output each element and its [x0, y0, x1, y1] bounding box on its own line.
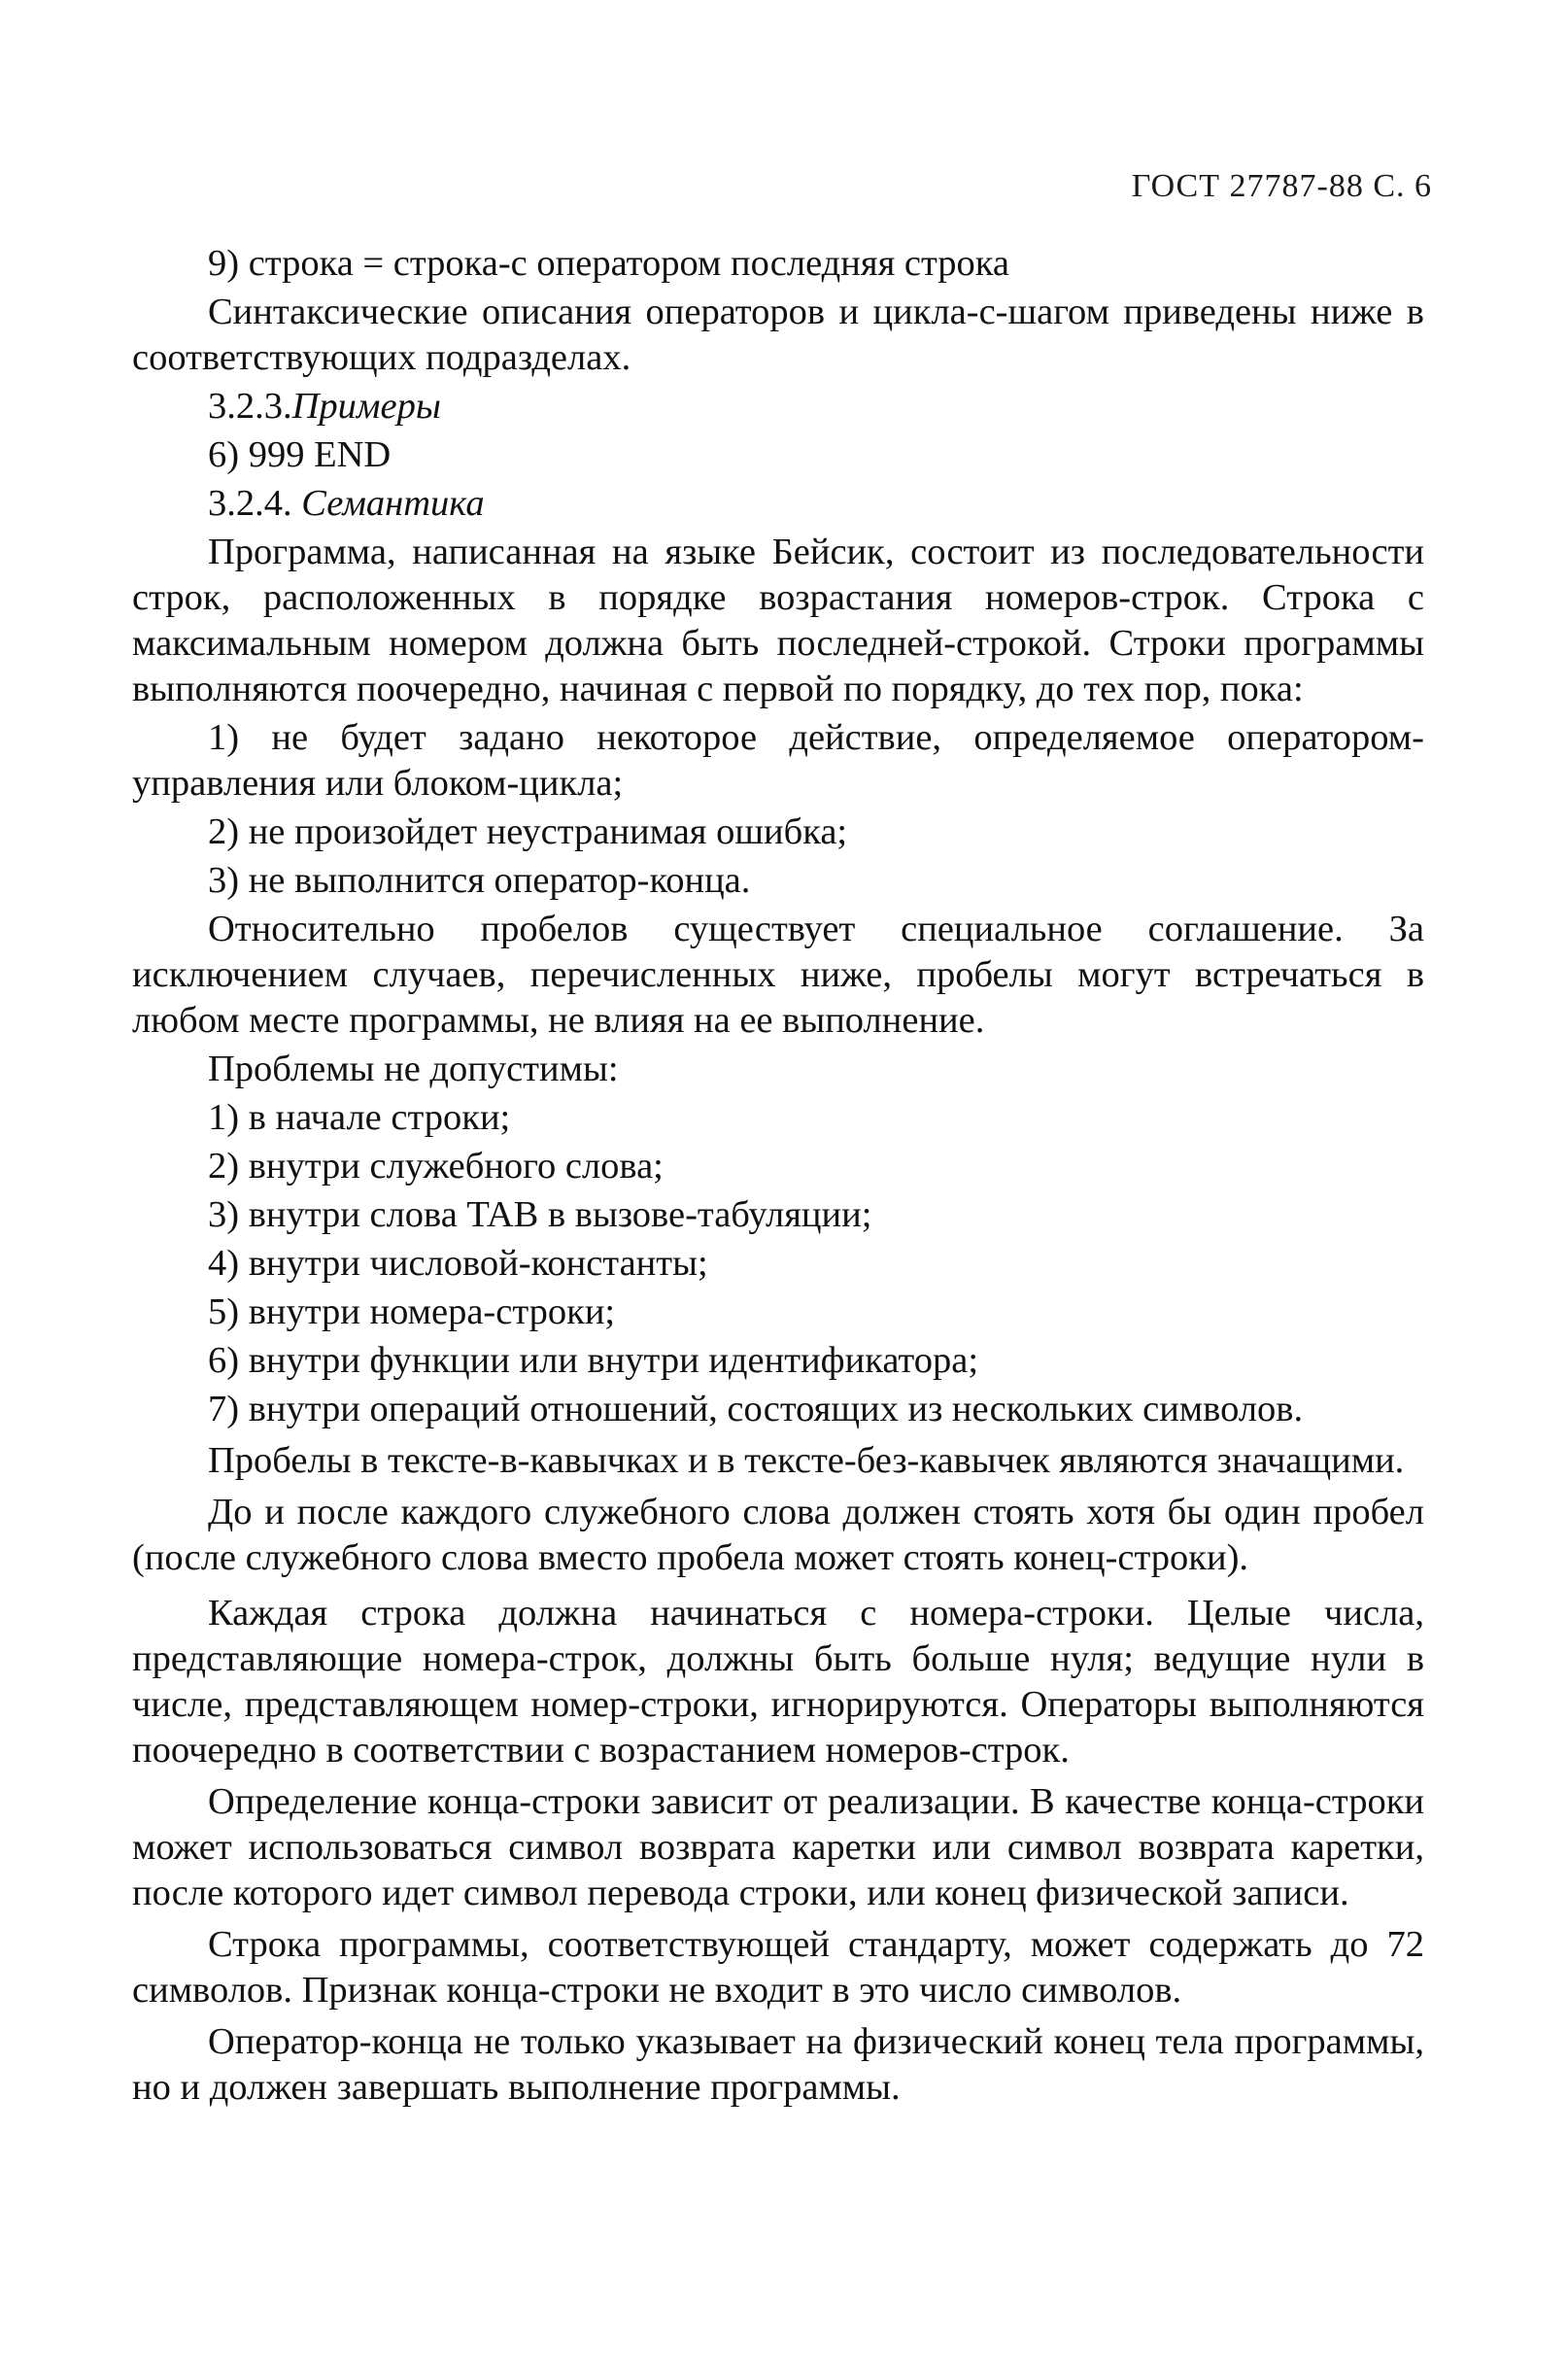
example-line: 6) 999 END	[208, 434, 392, 475]
not-allowed-heading: Проблемы не допустимы:	[208, 1049, 619, 1089]
grammar-item-9: 9) строка = строка-с оператором последняя строка	[208, 243, 1010, 284]
list-item: 2) внутри служебного слова;	[208, 1146, 664, 1187]
section-number: 3.2.3.	[208, 386, 292, 427]
section-title: Семантика	[301, 483, 485, 524]
program-paragraph: Программа, написанная на языке Бейсик, состоит из последовательности строк, расположенных в порядке возрастания номеров-строк. Строка с максимальным номером должна быть последней-строкой. Строки программы выполняются поочередно, начиная с первой по порядку, до тех пор, пока:	[132, 532, 1424, 709]
running-header: ГОСТ 27787-88 С. 6	[1131, 168, 1432, 204]
list-item: 5) внутри номера-строки;	[208, 1291, 616, 1332]
syntax-note-paragraph: Синтаксические описания операторов и цикла-с-шагом приведены ниже в соответствующих подразделах.	[132, 292, 1424, 378]
list-item: 2) не произойдет неустранимая ошибка;	[208, 811, 848, 852]
list-item: 6) внутри функции или внутри идентификатора;	[208, 1340, 979, 1381]
list-item: 3) не выполнится оператор-конца.	[208, 860, 751, 901]
section-title: Примеры	[291, 386, 441, 427]
line-length-paragraph: Строка программы, соответствующей стандарту, может содержать до 72 символов. Признак конца-строки не входит в это число символов.	[132, 1924, 1424, 2011]
list-item: 4) внутри числовой-константы;	[208, 1243, 708, 1284]
line-number-paragraph: Каждая строка должна начинаться с номера-строки. Целые числа, представляющие номера-строк, должны быть больше нуля; ведущие нули в числе, представляющем номер-строки, игнорируются. Операторы выполняются поочередно в соответствии с возрастанием номеров-строк.	[132, 1593, 1424, 1771]
page-body	[132, 241, 1424, 2114]
section-semantics-heading	[132, 481, 1424, 527]
list-item: 7) внутри операций отношений, состоящих из нескольких символов.	[208, 1389, 1304, 1429]
end-of-line-paragraph: Определение конца-строки зависит от реализации. В качестве конца-строки может использоваться символ возврата каретки или символ возврата каретки, после которого идет символ перевода строки, или конец физической записи.	[132, 1781, 1424, 1913]
spaces-paragraph: Относительно пробелов существует специальное соглашение. За исключением случаев, перечисленных ниже, пробелы могут встречаться в любом месте программы, не влияя на ее выполнение.	[132, 909, 1424, 1041]
end-statement-paragraph: Оператор-конца не только указывает на физический конец тела программы, но и должен завершать выполнение программы.	[132, 2021, 1424, 2108]
list-item: 1) в начале строки;	[208, 1097, 511, 1138]
keyword-space-paragraph: До и после каждого служебного слова должен стоять хотя бы один пробел (после служебного слова вместо пробела может стоять конец-строки).	[132, 1492, 1424, 1578]
section-number: 3.2.4.	[208, 483, 292, 524]
list-item: 1) не будет задано некоторое действие, определяемое оператором-управления или блоком-цикла;	[132, 717, 1424, 804]
quoted-text-paragraph: Пробелы в тексте-в-кавычках и в тексте-без-кавычек являются значащими.	[208, 1440, 1405, 1481]
list-item: 3) внутри слова TAB в вызове-табуляции;	[208, 1194, 872, 1235]
section-examples-heading	[132, 384, 1424, 430]
